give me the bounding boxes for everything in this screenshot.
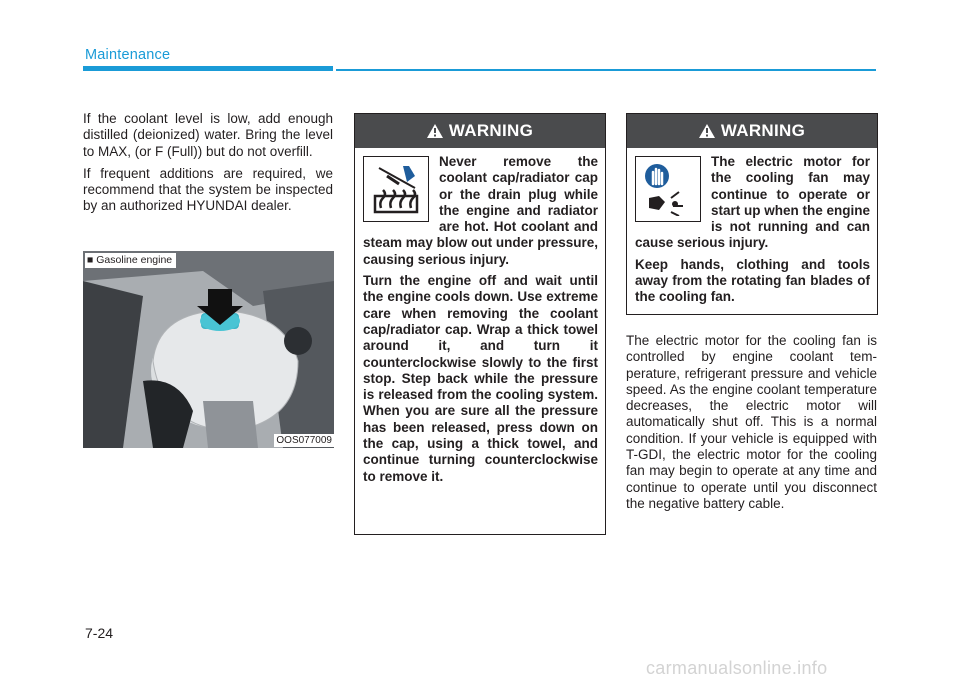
warning-body <box>355 148 605 498</box>
warning-box-fan <box>626 113 878 315</box>
warning-paragraph: Keep hands, clothing and tools away from the rotating fan blades of the cooling fan. <box>635 256 870 305</box>
hot-coolant-warning-icon <box>363 156 429 222</box>
warning-paragraph: Never remove the coolant cap/radiator cap or the drain plug while the engine and radiator are hot. Hot coolant and steam may blow out under pressure, causing serious injury. <box>363 154 598 267</box>
section-title: Maintenance <box>85 47 171 63</box>
photo-label: ■ Gasoline engine <box>85 253 176 268</box>
warning-body <box>627 148 877 319</box>
header-rule-thin <box>336 69 876 71</box>
paragraph: If frequent additions are required, we recommend that the system be inspected by an authorized HYUNDAI dealer. <box>83 165 333 214</box>
left-column-text <box>83 111 333 221</box>
warning-heading: WARNING <box>720 121 806 140</box>
watermark: carmanualsonline.info <box>646 658 828 678</box>
warning-header <box>355 114 605 148</box>
warning-header <box>627 114 877 148</box>
paragraph: If the coolant level is low, add enough distilled (deionized) water. Bring the level to MAX, (or F (Full)) but do not overfill. <box>83 111 333 159</box>
fan-hand-warning-icon <box>635 156 701 222</box>
right-column-text <box>626 333 877 512</box>
header-rule-thick <box>83 66 333 71</box>
warning-triangle-icon <box>427 124 443 138</box>
warning-heading: WARNING <box>448 121 534 140</box>
warning-paragraph: Turn the engine off and wait until the engine cools down. Use extreme care when removing the coolant cap/radiator cap. Wrap a thick towel around it, and turn it counterclockwise slowly to the first stop. Step back while the pressure is released from the cooling system. When you are sure all the pressure has been released, press down on the cap, using a thick towel, and continue turning counterclockwise to remove it. <box>363 273 598 484</box>
photo-code: OOS077009 <box>276 435 332 446</box>
engine-bay-illustration <box>83 251 334 448</box>
warning-paragraph: The electric motor for the cooling fan may continue to operate or start up when the engine is not running and can cause serious injury. <box>635 154 871 251</box>
warning-box-coolant <box>354 113 606 535</box>
warning-triangle-icon <box>699 124 715 138</box>
paragraph: The electric motor for the cooling fan is controlled by engine coolant tem-perature, refrigerant pressure and vehicle speed. As the engine coolant temperature decreases, the electric motor will automatically shut off. This is a normal condition. If your vehicle is equipped with T-GDI, the electric motor for the cooling fan may begin to operate at any time and continue to operate until you disconnect the negative battery cable. <box>626 333 877 511</box>
engine-photo <box>83 251 334 448</box>
page-number: 7-24 <box>85 625 114 641</box>
